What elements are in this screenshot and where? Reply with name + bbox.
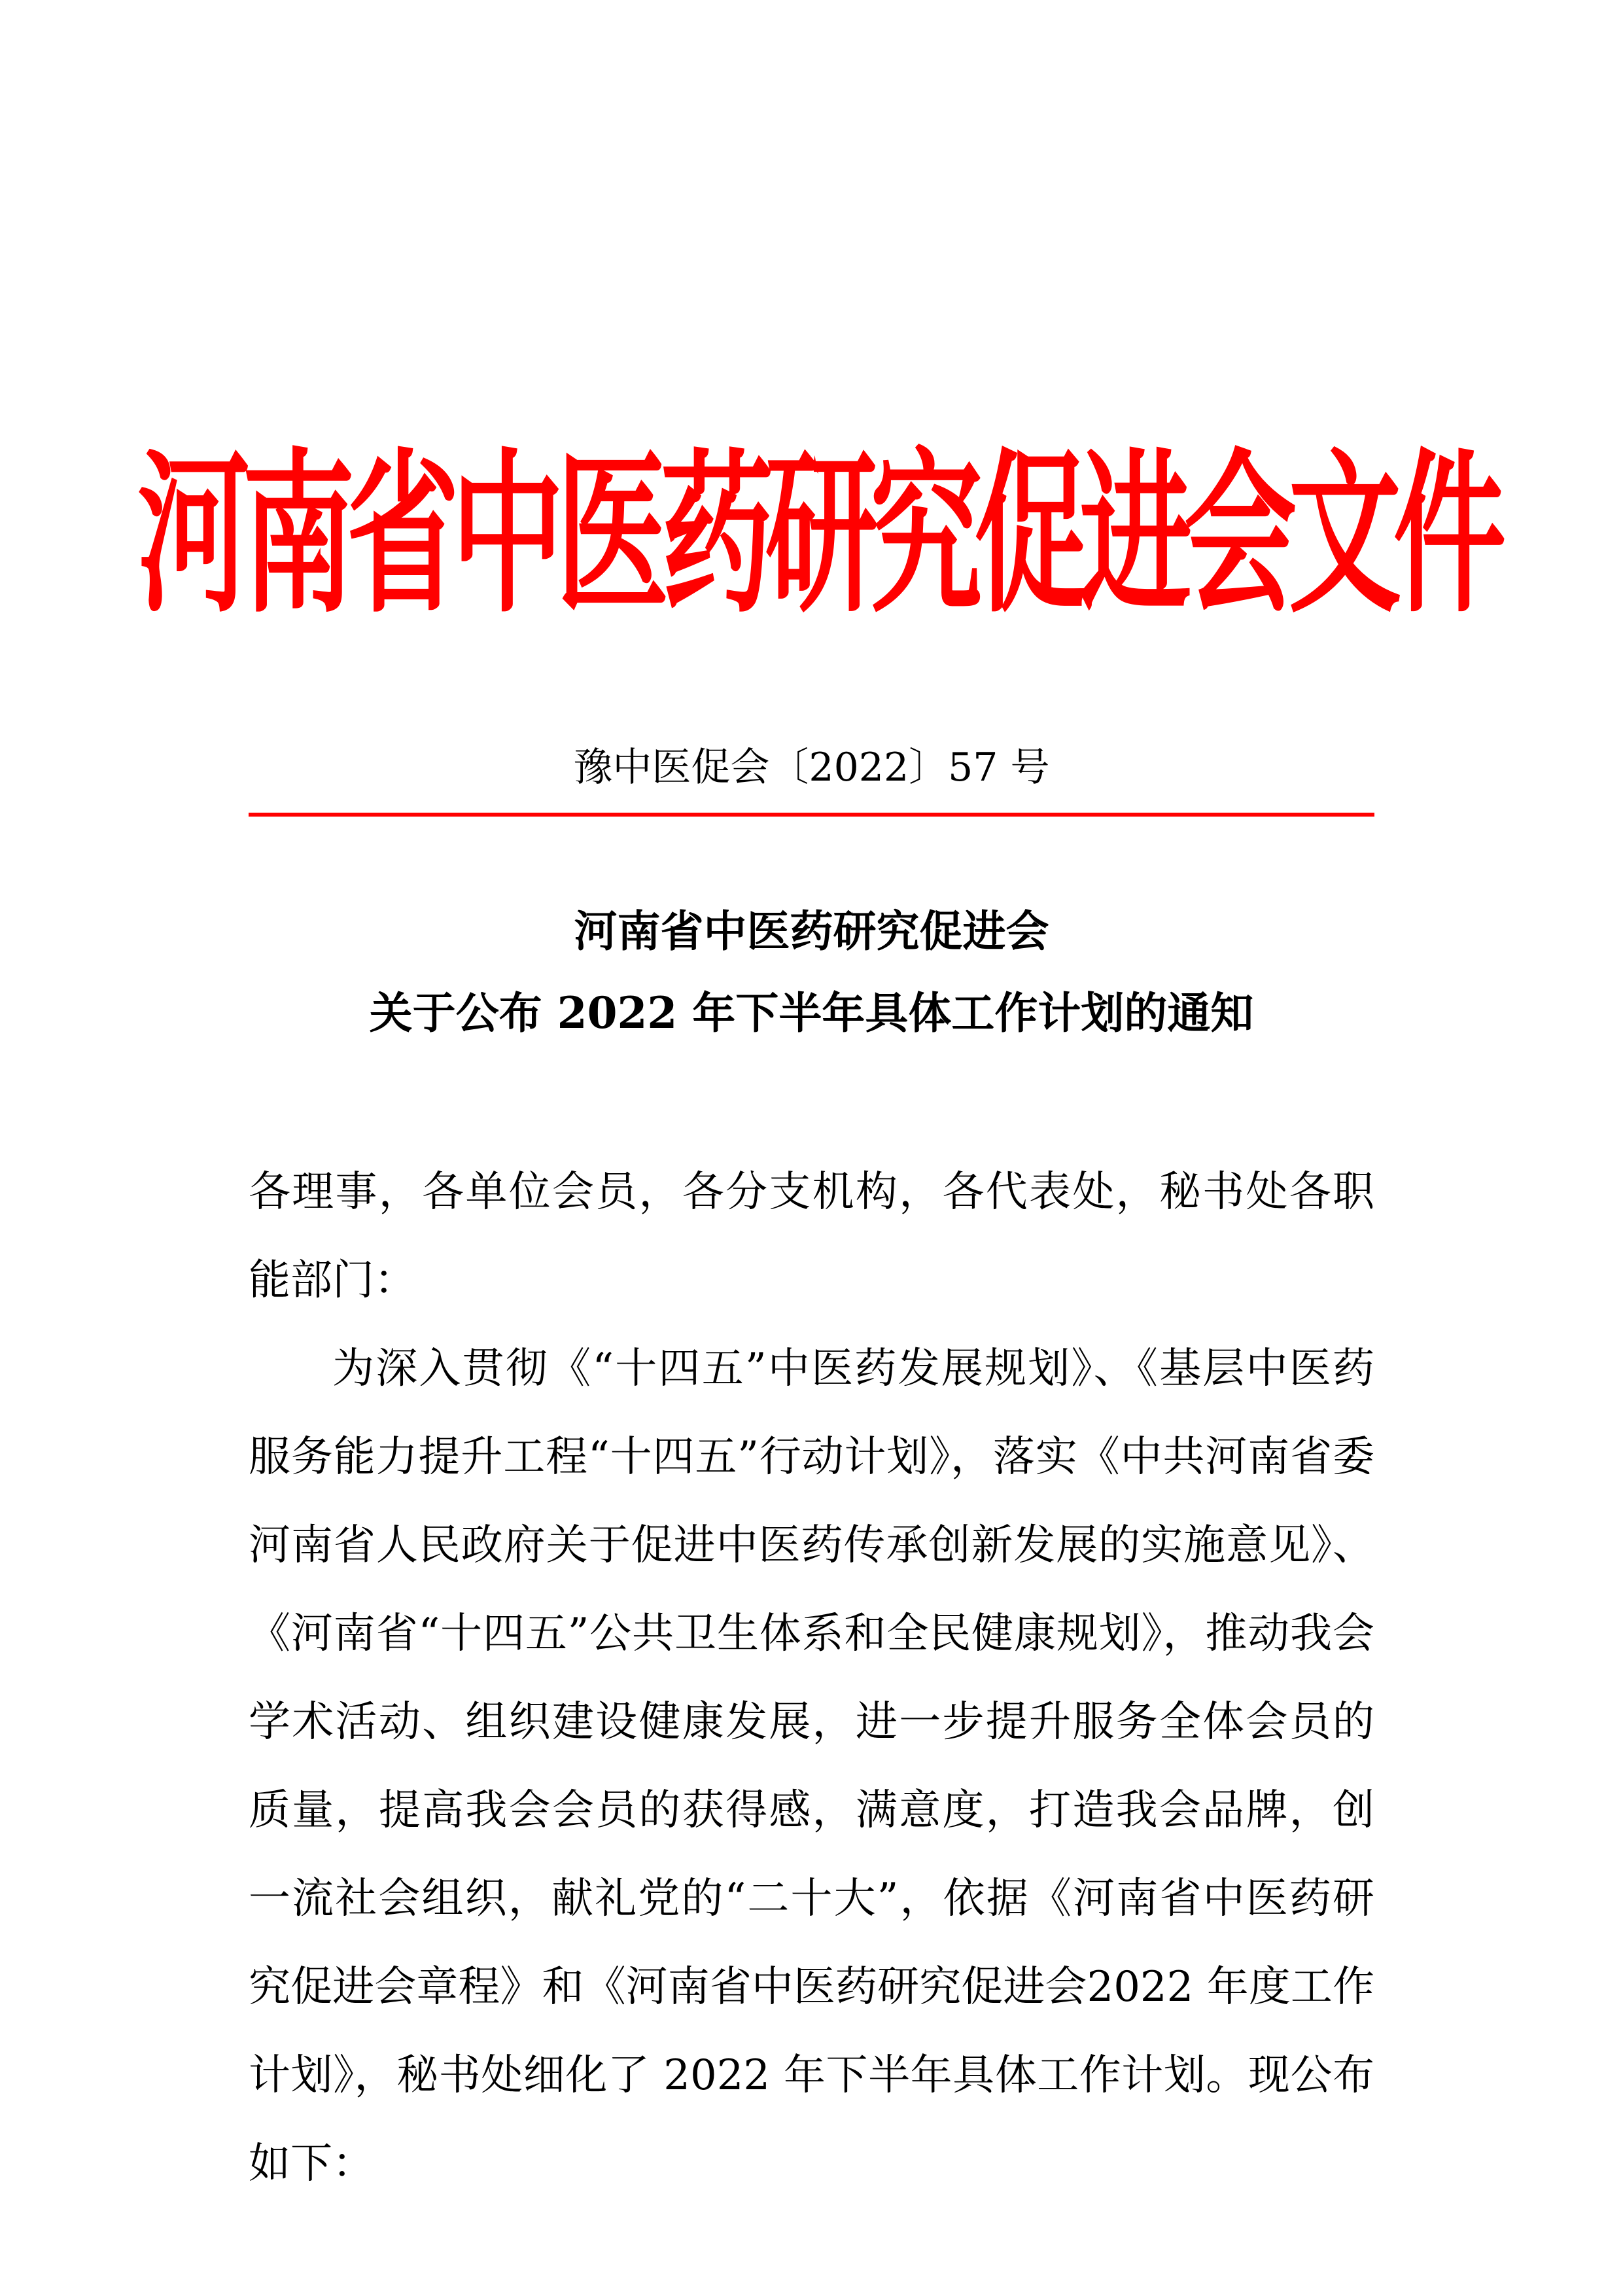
masthead-title (137, 412, 1498, 637)
notice-title-line-1: 河南省中医药研究促进会 (574, 906, 1049, 957)
notice-body (249, 1148, 1374, 2208)
red-divider-line (249, 813, 1374, 817)
notice-title-line-2: 关于公布 2022 年下半年具体工作计划的通知 (369, 987, 1254, 1038)
document-number: 豫中医促会〔2022〕57 号 (573, 745, 1050, 790)
body-paragraph: 为深入贯彻《“十四五”中医药发展规划》、《基层中医药服务能力提升工程“十四五”行动计划》，落实《中共河南省委 河南省人民政府关于促进中医药传承创新发展的实施意见》、《河南省“十四五”公共卫生体系和全民健康规划》，推动我会学术活动、组织建设健康发展，进一步提升服务全体会员的质量，提高我会会员的获得感，满意度，打造我会品牌，创一流社会组织，献礼党的“二十大”，依据《河南省中医药研究促进会章程》和《河南省中医药研究促进会2022 年度工作计划》，秘书处细化了 2022 年下半年具体工作计划。现公布如下： (249, 1345, 1374, 2188)
salutation: 各理事，各单位会员，各分支机构，各代表处，秘书处各职能部门： (249, 1168, 1374, 1305)
masthead-text: 河南省中医药研究促进会文件 (137, 432, 1498, 637)
